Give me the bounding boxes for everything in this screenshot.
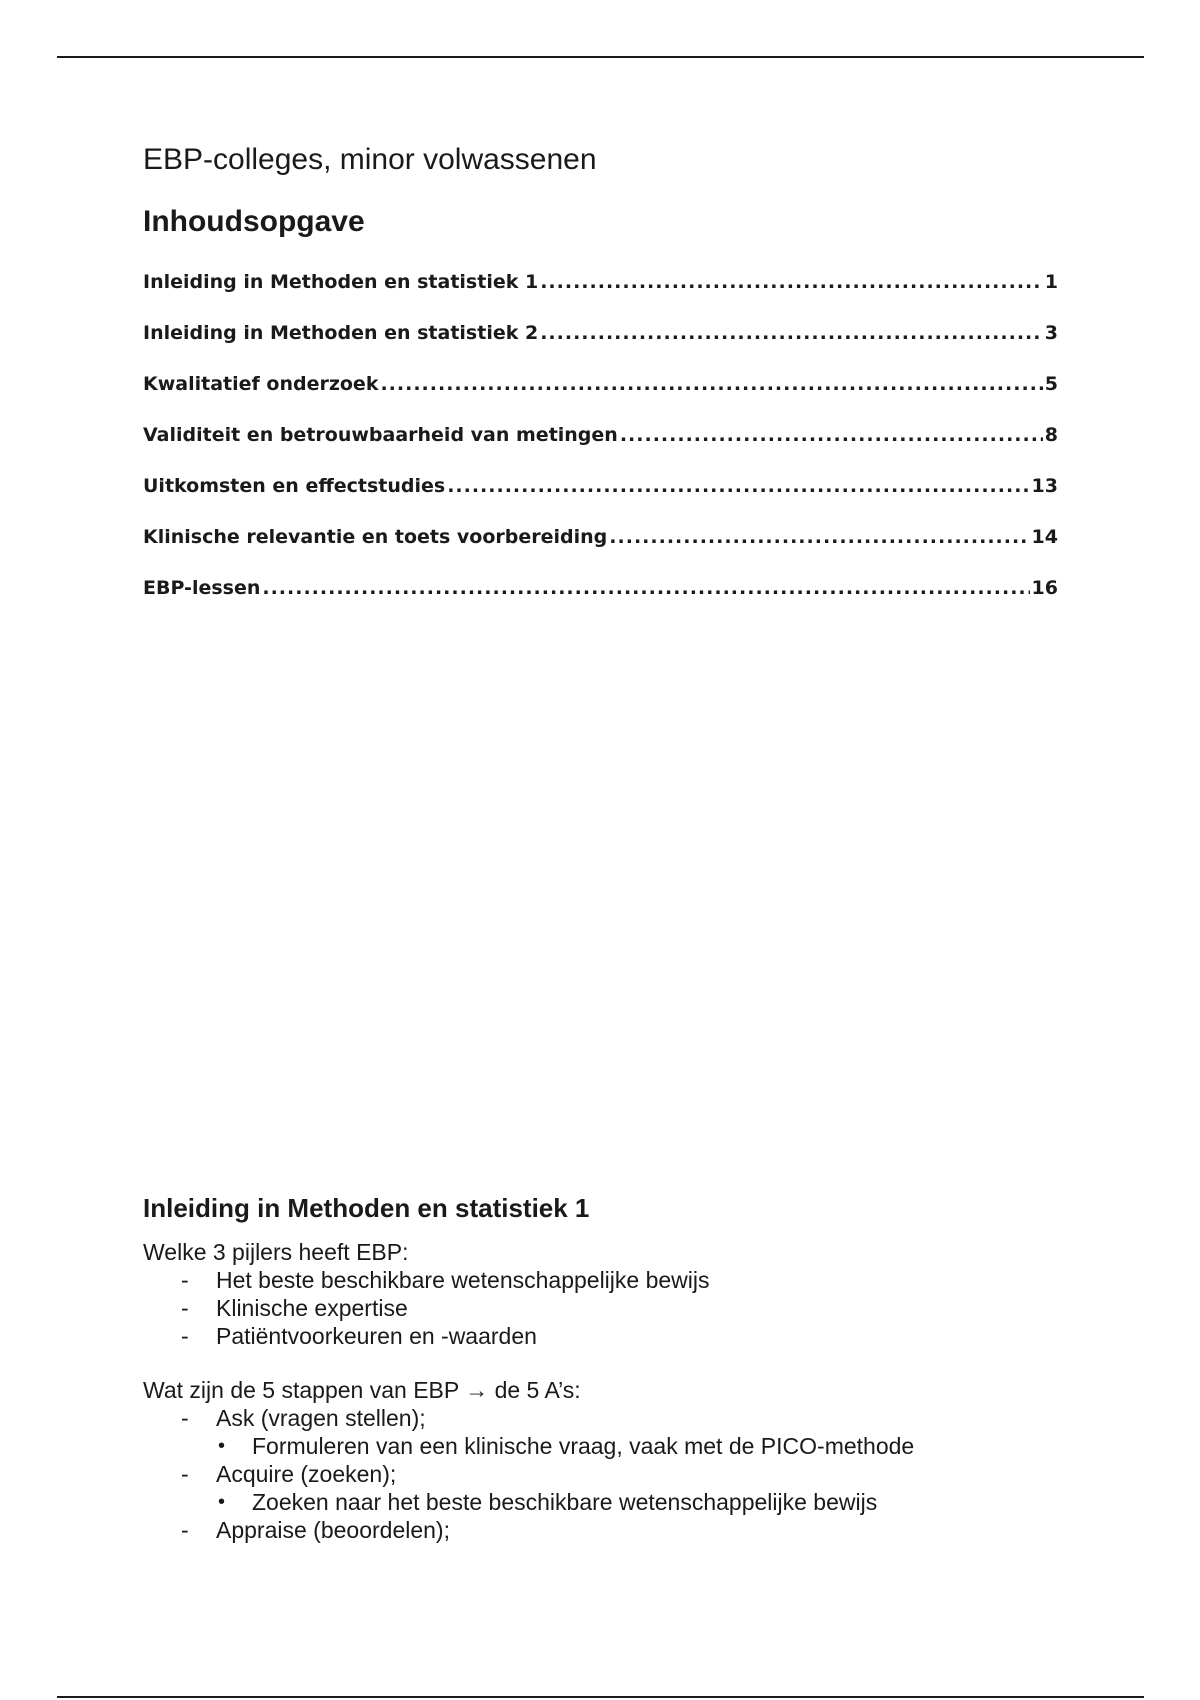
toc-entry[interactable] <box>143 472 1058 523</box>
toc-entry-page: 3 <box>1044 322 1058 344</box>
toc-entry-page: 1 <box>1044 271 1058 293</box>
list-item <box>143 1266 1058 1294</box>
sub-list-item <box>216 1432 1058 1460</box>
sub-list <box>216 1488 1058 1516</box>
toc-entry-label: Klinische relevantie en toets voorbereiding <box>143 526 608 548</box>
section-heading: Inleiding in Methoden en statistiek 1 <box>143 1193 590 1223</box>
toc-leader-dots <box>262 574 1029 602</box>
toc-entry[interactable] <box>143 370 1058 421</box>
list-item <box>143 1460 1058 1516</box>
sub-list-item <box>216 1488 1058 1516</box>
toc-leader-dots <box>447 472 1029 500</box>
document-title: EBP-colleges, minor volwassenen <box>143 143 597 176</box>
toc-entry-page: 13 <box>1031 475 1058 497</box>
list-item-text: Klinische expertise <box>216 1295 408 1321</box>
toc-entry-label: Validiteit en betrouwbaarheid van metingen <box>143 424 618 446</box>
list-item <box>143 1294 1058 1322</box>
dash-marker: - <box>181 1323 189 1349</box>
footer-rule <box>57 1696 1144 1698</box>
pillars-list <box>143 1266 1058 1350</box>
toc-entry-label: EBP-lessen <box>143 577 261 599</box>
dash-marker: - <box>181 1517 189 1543</box>
bullet-marker: • <box>218 1435 226 1457</box>
toc-entry[interactable] <box>143 319 1058 370</box>
toc-entry-label: Inleiding in Methoden en statistiek 2 <box>143 322 539 344</box>
dash-marker: - <box>181 1405 189 1431</box>
dash-marker: - <box>181 1295 189 1321</box>
toc-heading: Inhoudsopgave <box>143 205 365 238</box>
toc-entry-page: 16 <box>1031 577 1058 599</box>
toc-entry[interactable] <box>143 421 1058 472</box>
table-of-contents <box>143 268 1058 625</box>
toc-entry-label: Inleiding in Methoden en statistiek 1 <box>143 271 539 293</box>
sub-list <box>216 1432 1058 1460</box>
toc-entry-label: Kwalitatief onderzoek <box>143 373 379 395</box>
steps-block <box>143 1376 1058 1544</box>
toc-leader-dots <box>540 319 1043 347</box>
sub-list-item-text: Formuleren van een klinische vraag, vaak met de PICO-methode <box>252 1433 915 1459</box>
toc-entry-page: 5 <box>1044 373 1058 395</box>
list-item-text: Appraise (beoordelen); <box>216 1517 450 1543</box>
toc-entry-page: 14 <box>1031 526 1058 548</box>
list-item-text: Patiëntvoorkeuren en -waarden <box>216 1323 537 1349</box>
sub-list-item-text: Zoeken naar het beste beschikbare wetenschappelijke bewijs <box>252 1489 878 1515</box>
toc-entry-label: Uitkomsten en effectstudies <box>143 475 446 497</box>
list-item <box>143 1322 1058 1350</box>
list-item-text: Het beste beschikbare wetenschappelijke bewijs <box>216 1267 710 1293</box>
list-item-text: Acquire (zoeken); <box>216 1461 397 1487</box>
dash-marker: - <box>181 1267 189 1293</box>
steps-list <box>143 1404 1058 1544</box>
pillars-block <box>143 1238 1058 1350</box>
toc-leader-dots <box>380 370 1042 398</box>
pillars-intro: Welke 3 pijlers heeft EBP: <box>143 1239 409 1265</box>
toc-leader-dots <box>620 421 1043 449</box>
dash-marker: - <box>181 1461 189 1487</box>
toc-entry-page: 8 <box>1044 424 1058 446</box>
list-item-text: Ask (vragen stellen); <box>216 1405 426 1431</box>
toc-entry[interactable] <box>143 574 1058 625</box>
list-item <box>143 1404 1058 1460</box>
header-rule <box>57 56 1144 58</box>
toc-leader-dots <box>540 268 1043 296</box>
bullet-marker: • <box>218 1491 226 1513</box>
toc-leader-dots <box>609 523 1029 551</box>
list-item <box>143 1516 1058 1544</box>
toc-entry[interactable] <box>143 523 1058 574</box>
toc-entry[interactable] <box>143 268 1058 319</box>
steps-intro: Wat zijn de 5 stappen van EBP → de 5 A’s: <box>143 1377 581 1403</box>
